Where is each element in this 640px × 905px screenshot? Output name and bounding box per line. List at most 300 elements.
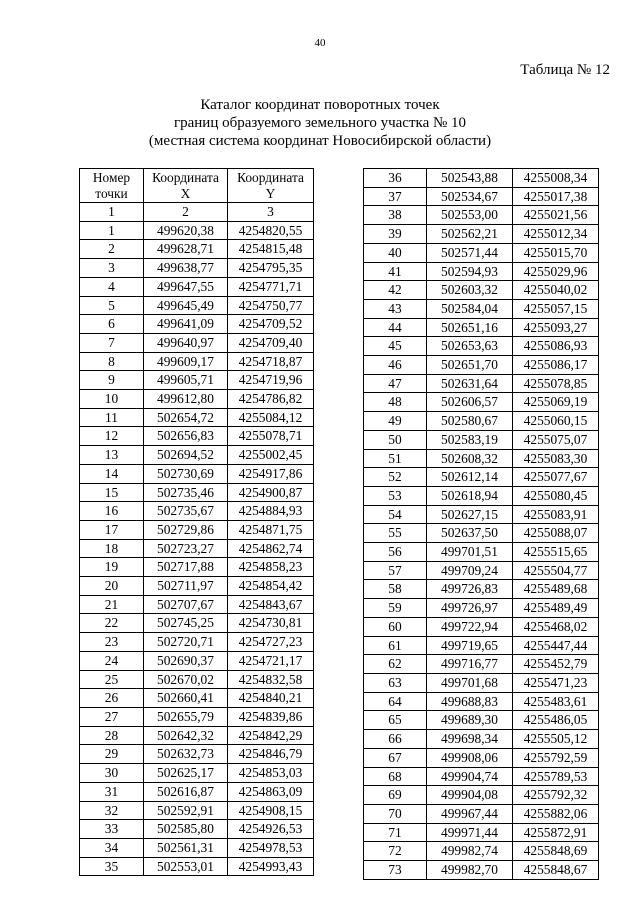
- table-row: [364, 543, 599, 562]
- coord-x-cell: 502651,16: [427, 318, 513, 337]
- coord-x-cell: 502606,57: [427, 393, 513, 412]
- coord-y-cell: 4255021,56: [513, 206, 599, 225]
- coord-x-cell: 502627,15: [427, 505, 513, 524]
- table-row: [364, 636, 599, 655]
- point-number-cell: 61: [364, 636, 427, 655]
- coord-x-cell: 502553,01: [144, 857, 228, 876]
- coord-x-cell: 502660,41: [144, 689, 228, 708]
- coord-x-cell: 502729,86: [144, 520, 228, 539]
- coord-y-cell: 4255515,65: [513, 543, 599, 562]
- coord-x-cell: 502592,91: [144, 801, 228, 820]
- table-row: [364, 804, 599, 823]
- coord-y-cell: 4255078,71: [228, 427, 314, 446]
- coord-y-cell: 4254795,35: [228, 259, 314, 278]
- coord-x-cell: 502655,79: [144, 707, 228, 726]
- table-row: [364, 281, 599, 300]
- point-number-cell: 64: [364, 692, 427, 711]
- coord-x-cell: 502730,69: [144, 464, 228, 483]
- table-row: [80, 277, 314, 296]
- coord-y-cell: 4255468,02: [513, 617, 599, 636]
- coord-y-cell: 4255471,23: [513, 673, 599, 692]
- coord-y-cell: 4254978,53: [228, 838, 314, 857]
- coord-x-cell: 502642,32: [144, 726, 228, 745]
- table-row: [364, 842, 599, 861]
- point-number-cell: 18: [80, 539, 144, 558]
- coord-y-cell: 4255060,15: [513, 412, 599, 431]
- coord-y-cell: 4255505,12: [513, 730, 599, 749]
- coord-x-cell: 499701,68: [427, 673, 513, 692]
- table-row: [80, 259, 314, 278]
- coord-x-cell: 502690,37: [144, 651, 228, 670]
- coord-x-cell: 499722,94: [427, 617, 513, 636]
- table-row: [80, 577, 314, 596]
- coord-y-cell: 4255078,85: [513, 374, 599, 393]
- point-number-cell: 68: [364, 767, 427, 786]
- point-number-cell: 53: [364, 486, 427, 505]
- table-row: [364, 561, 599, 580]
- coord-x-cell: 499982,74: [427, 842, 513, 861]
- coord-x-cell: 499640,97: [144, 333, 228, 352]
- coord-x-cell: 502723,27: [144, 539, 228, 558]
- table-row: [80, 333, 314, 352]
- point-number-cell: 60: [364, 617, 427, 636]
- coord-y-cell: 4254786,82: [228, 390, 314, 409]
- coord-x-cell: 502618,94: [427, 486, 513, 505]
- table-row: [364, 262, 599, 281]
- point-number-cell: 69: [364, 786, 427, 805]
- table-row: [364, 318, 599, 337]
- coordinates-table-right: [363, 168, 599, 880]
- table-row: [364, 393, 599, 412]
- coord-y-cell: 4254839,86: [228, 707, 314, 726]
- coord-y-cell: 4255012,34: [513, 225, 599, 244]
- point-number-cell: 38: [364, 206, 427, 225]
- point-number-cell: 62: [364, 655, 427, 674]
- coord-x-cell: 499719,65: [427, 636, 513, 655]
- coord-x-cell: 502583,19: [427, 430, 513, 449]
- table-row: [80, 390, 314, 409]
- point-number-cell: 15: [80, 483, 144, 502]
- point-number-cell: 3: [80, 259, 144, 278]
- coord-x-cell: 499609,17: [144, 352, 228, 371]
- coord-x-cell: 502631,64: [427, 374, 513, 393]
- coord-y-cell: 4255086,17: [513, 356, 599, 375]
- column-index-row: [80, 203, 314, 222]
- coord-x-cell: 499645,49: [144, 296, 228, 315]
- coord-y-cell: 4255075,07: [513, 430, 599, 449]
- coord-y-cell: 4255483,61: [513, 692, 599, 711]
- coord-x-cell: 499971,44: [427, 823, 513, 842]
- table-row: [80, 633, 314, 652]
- point-number-cell: 59: [364, 599, 427, 618]
- table-row: [364, 786, 599, 805]
- header-text: X: [180, 186, 191, 201]
- point-number-cell: 57: [364, 561, 427, 580]
- point-number-cell: 25: [80, 670, 144, 689]
- point-number-cell: 55: [364, 524, 427, 543]
- coord-y-cell: 4255080,45: [513, 486, 599, 505]
- point-number-cell: 17: [80, 520, 144, 539]
- header-coord-y: [228, 169, 314, 203]
- point-number-cell: 23: [80, 633, 144, 652]
- table-row: [80, 408, 314, 427]
- coord-x-cell: 502707,67: [144, 595, 228, 614]
- point-number-cell: 14: [80, 464, 144, 483]
- coord-y-cell: 4255447,44: [513, 636, 599, 655]
- point-number-cell: 19: [80, 558, 144, 577]
- point-number-cell: 12: [80, 427, 144, 446]
- coord-y-cell: 4255086,93: [513, 337, 599, 356]
- coord-y-cell: 4254719,96: [228, 371, 314, 390]
- point-number-cell: 8: [80, 352, 144, 371]
- coord-x-cell: 502553,00: [427, 206, 513, 225]
- coord-y-cell: 4255882,06: [513, 804, 599, 823]
- coord-y-cell: 4255792,32: [513, 786, 599, 805]
- table-row: [80, 651, 314, 670]
- table-header-row: [80, 169, 314, 203]
- point-number-cell: 52: [364, 468, 427, 487]
- coord-x-cell: 502612,14: [427, 468, 513, 487]
- point-number-cell: 71: [364, 823, 427, 842]
- coord-y-cell: 4254858,23: [228, 558, 314, 577]
- coord-y-cell: 4255789,53: [513, 767, 599, 786]
- coord-x-cell: 499628,71: [144, 240, 228, 259]
- coord-x-cell: 499716,77: [427, 655, 513, 674]
- point-number-cell: 47: [364, 374, 427, 393]
- coord-y-cell: 4255069,19: [513, 393, 599, 412]
- point-number-cell: 16: [80, 502, 144, 521]
- coord-y-cell: 4255848,69: [513, 842, 599, 861]
- coord-y-cell: 4254815,48: [228, 240, 314, 259]
- coord-y-cell: 4254871,75: [228, 520, 314, 539]
- coord-y-cell: 4254926,53: [228, 820, 314, 839]
- column-index: 1: [80, 203, 144, 222]
- coord-x-cell: 502594,93: [427, 262, 513, 281]
- coord-y-cell: 4254721,17: [228, 651, 314, 670]
- coord-x-cell: 499698,34: [427, 730, 513, 749]
- coord-x-cell: 499605,71: [144, 371, 228, 390]
- table-row: [364, 580, 599, 599]
- coord-x-cell: 502561,31: [144, 838, 228, 857]
- table-row: [364, 823, 599, 842]
- header-point-number: [80, 169, 144, 203]
- coord-y-cell: 4254820,55: [228, 221, 314, 240]
- coord-y-cell: 4255872,91: [513, 823, 599, 842]
- table-row: [80, 520, 314, 539]
- table-row: [364, 187, 599, 206]
- coord-y-cell: 4255489,68: [513, 580, 599, 599]
- coord-x-cell: 499638,77: [144, 259, 228, 278]
- coord-y-cell: 4254900,87: [228, 483, 314, 502]
- point-number-cell: 37: [364, 187, 427, 206]
- header-coord-x: [144, 169, 228, 203]
- caption-line: (местная система координат Новосибирской области): [148, 133, 492, 149]
- coord-x-cell: 499612,80: [144, 390, 228, 409]
- coord-x-cell: 502580,67: [427, 412, 513, 431]
- point-number-cell: 39: [364, 225, 427, 244]
- coord-x-cell: 502608,32: [427, 449, 513, 468]
- point-number-cell: 20: [80, 577, 144, 596]
- coord-x-cell: 502745,25: [144, 614, 228, 633]
- table-row: [80, 558, 314, 577]
- table-row: [364, 861, 599, 880]
- point-number-cell: 33: [80, 820, 144, 839]
- coord-y-cell: 4254853,03: [228, 764, 314, 783]
- coord-y-cell: 4254750,77: [228, 296, 314, 315]
- point-number-cell: 46: [364, 356, 427, 375]
- table-row: [80, 315, 314, 334]
- point-number-cell: 1: [80, 221, 144, 240]
- point-number-cell: 50: [364, 430, 427, 449]
- table-row: [364, 337, 599, 356]
- coord-y-cell: 4255029,96: [513, 262, 599, 281]
- coord-y-cell: 4255452,79: [513, 655, 599, 674]
- point-number-cell: 4: [80, 277, 144, 296]
- table-row: [80, 502, 314, 521]
- header-text: точки: [95, 186, 128, 201]
- point-number-cell: 48: [364, 393, 427, 412]
- coord-y-cell: 4255083,30: [513, 449, 599, 468]
- coord-x-cell: 499982,70: [427, 861, 513, 880]
- table-row: [80, 782, 314, 801]
- coord-x-cell: 502584,04: [427, 299, 513, 318]
- coord-x-cell: 502654,72: [144, 408, 228, 427]
- coord-y-cell: 4255486,05: [513, 711, 599, 730]
- table-row: [364, 617, 599, 636]
- point-number-cell: 28: [80, 726, 144, 745]
- coord-y-cell: 4255077,67: [513, 468, 599, 487]
- table-row: [80, 483, 314, 502]
- point-number-cell: 70: [364, 804, 427, 823]
- point-number-cell: 36: [364, 169, 427, 188]
- coord-y-cell: 4254832,58: [228, 670, 314, 689]
- table-row: [364, 730, 599, 749]
- point-number-cell: 40: [364, 243, 427, 262]
- table-row: [80, 857, 314, 876]
- point-number-cell: 72: [364, 842, 427, 861]
- point-number-cell: 21: [80, 595, 144, 614]
- coord-x-cell: 499647,55: [144, 277, 228, 296]
- point-number-cell: 29: [80, 745, 144, 764]
- coord-y-cell: 4255015,70: [513, 243, 599, 262]
- table-row: [80, 539, 314, 558]
- point-number-cell: 43: [364, 299, 427, 318]
- table-row: [80, 352, 314, 371]
- table-row: [80, 745, 314, 764]
- table-row: [80, 689, 314, 708]
- table-label: Таблица № 12: [520, 62, 610, 78]
- point-number-cell: 56: [364, 543, 427, 562]
- point-number-cell: 51: [364, 449, 427, 468]
- coord-y-cell: 4254730,81: [228, 614, 314, 633]
- coord-y-cell: 4254843,67: [228, 595, 314, 614]
- table-row: [364, 299, 599, 318]
- coord-x-cell: 499620,38: [144, 221, 228, 240]
- coord-y-cell: 4254908,15: [228, 801, 314, 820]
- coord-y-cell: 4254727,23: [228, 633, 314, 652]
- point-number-cell: 41: [364, 262, 427, 281]
- coord-y-cell: 4254993,43: [228, 857, 314, 876]
- coord-x-cell: 502625,17: [144, 764, 228, 783]
- coord-y-cell: 4254842,29: [228, 726, 314, 745]
- coord-y-cell: 4255848,67: [513, 861, 599, 880]
- coord-y-cell: 4255093,27: [513, 318, 599, 337]
- coord-x-cell: 499701,51: [427, 543, 513, 562]
- coord-x-cell: 502653,63: [427, 337, 513, 356]
- table-row: [80, 446, 314, 465]
- coord-y-cell: 4255504,77: [513, 561, 599, 580]
- table-row: [80, 614, 314, 633]
- header-text: Координата: [237, 170, 304, 185]
- coord-x-cell: 499726,97: [427, 599, 513, 618]
- table-row: [364, 225, 599, 244]
- point-number-cell: 11: [80, 408, 144, 427]
- table-row: [364, 599, 599, 618]
- coord-x-cell: 502543,88: [427, 169, 513, 188]
- coord-y-cell: 4254840,21: [228, 689, 314, 708]
- coord-x-cell: 499689,30: [427, 711, 513, 730]
- point-number-cell: 26: [80, 689, 144, 708]
- point-number-cell: 7: [80, 333, 144, 352]
- point-number-cell: 45: [364, 337, 427, 356]
- coord-y-cell: 4254917,86: [228, 464, 314, 483]
- coordinates-table-left: [79, 168, 314, 876]
- coord-y-cell: 4255057,15: [513, 299, 599, 318]
- point-number-cell: 32: [80, 801, 144, 820]
- coord-y-cell: 4255084,12: [228, 408, 314, 427]
- point-number-cell: 66: [364, 730, 427, 749]
- point-number-cell: 24: [80, 651, 144, 670]
- coord-x-cell: 502603,32: [427, 281, 513, 300]
- coord-x-cell: 502562,21: [427, 225, 513, 244]
- point-number-cell: 49: [364, 412, 427, 431]
- point-number-cell: 13: [80, 446, 144, 465]
- table-row: [364, 748, 599, 767]
- coord-x-cell: 502656,83: [144, 427, 228, 446]
- table-row: [80, 820, 314, 839]
- table-row: [80, 764, 314, 783]
- coord-x-cell: 502651,70: [427, 356, 513, 375]
- coord-y-cell: 4255088,07: [513, 524, 599, 543]
- table-row: [364, 767, 599, 786]
- coord-x-cell: 502735,46: [144, 483, 228, 502]
- point-number-cell: 22: [80, 614, 144, 633]
- coord-y-cell: 4254771,71: [228, 277, 314, 296]
- column-index: 2: [144, 203, 228, 222]
- point-number-cell: 67: [364, 748, 427, 767]
- point-number-cell: 58: [364, 580, 427, 599]
- coord-x-cell: 502585,80: [144, 820, 228, 839]
- table-row: [364, 505, 599, 524]
- table-row: [364, 356, 599, 375]
- table-row: [364, 374, 599, 393]
- coord-y-cell: 4255002,45: [228, 446, 314, 465]
- coord-x-cell: 502735,67: [144, 502, 228, 521]
- table-row: [80, 838, 314, 857]
- point-number-cell: 2: [80, 240, 144, 259]
- table-row: [364, 243, 599, 262]
- point-number-cell: 9: [80, 371, 144, 390]
- caption-line: Каталог координат поворотных точек: [200, 97, 440, 113]
- table-row: [80, 296, 314, 315]
- table-row: [364, 430, 599, 449]
- coord-y-cell: 4255040,02: [513, 281, 599, 300]
- table-row: [80, 801, 314, 820]
- coord-y-cell: 4254863,09: [228, 782, 314, 801]
- coord-y-cell: 4255792,59: [513, 748, 599, 767]
- coord-y-cell: 4254718,87: [228, 352, 314, 371]
- coord-x-cell: 499641,09: [144, 315, 228, 334]
- table-row: [80, 240, 314, 259]
- coord-x-cell: 502711,97: [144, 577, 228, 596]
- coord-y-cell: 4254862,74: [228, 539, 314, 558]
- coord-x-cell: 499904,74: [427, 767, 513, 786]
- table-row: [80, 427, 314, 446]
- coord-y-cell: 4254709,52: [228, 315, 314, 334]
- coord-x-cell: 499688,83: [427, 692, 513, 711]
- point-number-cell: 54: [364, 505, 427, 524]
- header-text: Координата: [152, 170, 219, 185]
- table-row: [80, 726, 314, 745]
- coord-x-cell: 499726,83: [427, 580, 513, 599]
- table-row: [80, 670, 314, 689]
- coord-x-cell: 502616,87: [144, 782, 228, 801]
- table-row: [80, 221, 314, 240]
- coord-x-cell: 502632,73: [144, 745, 228, 764]
- table-row: [364, 468, 599, 487]
- table-row: [364, 486, 599, 505]
- point-number-cell: 5: [80, 296, 144, 315]
- coord-y-cell: 4255489,49: [513, 599, 599, 618]
- point-number-cell: 65: [364, 711, 427, 730]
- point-number-cell: 6: [80, 315, 144, 334]
- coord-x-cell: 502720,71: [144, 633, 228, 652]
- point-number-cell: 63: [364, 673, 427, 692]
- coord-x-cell: 499967,44: [427, 804, 513, 823]
- header-text: Y: [265, 186, 276, 201]
- table-row: [364, 206, 599, 225]
- coord-x-cell: 499709,24: [427, 561, 513, 580]
- table-row: [364, 412, 599, 431]
- table-row: [364, 711, 599, 730]
- coord-y-cell: 4254854,42: [228, 577, 314, 596]
- point-number-cell: 10: [80, 390, 144, 409]
- point-number-cell: 27: [80, 707, 144, 726]
- table-row: [364, 673, 599, 692]
- table-row: [364, 524, 599, 543]
- table-row: [80, 464, 314, 483]
- table-row: [364, 449, 599, 468]
- page-number: 40: [314, 37, 326, 49]
- coord-x-cell: 499904,08: [427, 786, 513, 805]
- coord-x-cell: 502717,88: [144, 558, 228, 577]
- header-text: Номер: [92, 170, 131, 185]
- point-number-cell: 44: [364, 318, 427, 337]
- table-row: [364, 655, 599, 674]
- coord-x-cell: 502534,67: [427, 187, 513, 206]
- coord-x-cell: 502637,50: [427, 524, 513, 543]
- coord-x-cell: 502571,44: [427, 243, 513, 262]
- table-row: [364, 169, 599, 188]
- point-number-cell: 30: [80, 764, 144, 783]
- point-number-cell: 73: [364, 861, 427, 880]
- table-caption: [0, 96, 640, 150]
- point-number-cell: 31: [80, 782, 144, 801]
- coord-y-cell: 4254884,93: [228, 502, 314, 521]
- coord-x-cell: 499908,06: [427, 748, 513, 767]
- caption-line: границ образуемого земельного участка № 10: [173, 115, 467, 131]
- coord-y-cell: 4255083,91: [513, 505, 599, 524]
